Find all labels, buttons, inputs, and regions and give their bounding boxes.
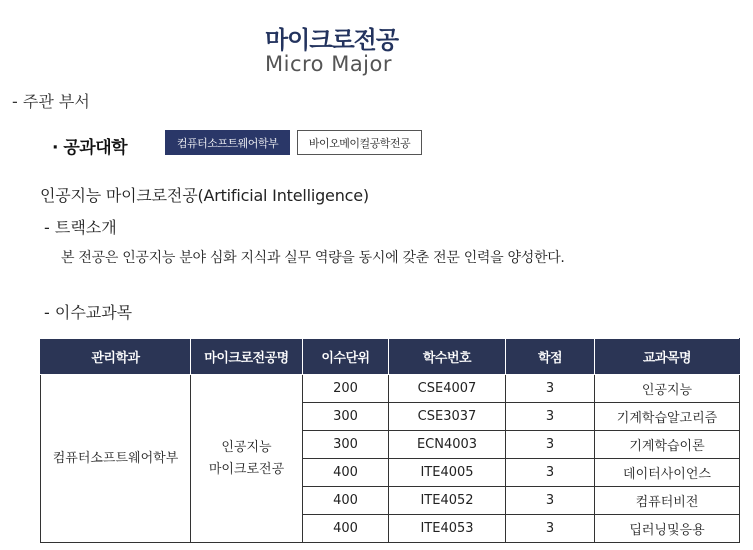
tag-computer-software[interactable]: 컴퓨터소프트웨어학부: [165, 130, 290, 155]
credits-cell: 3: [506, 375, 595, 403]
level-cell: 300: [303, 403, 389, 431]
courses-heading: - 이수교과목: [44, 303, 133, 322]
credits-cell: 3: [506, 403, 595, 431]
micro-major-cell: [191, 375, 303, 543]
column-header: 교과목명: [595, 339, 740, 375]
table-row: [41, 375, 740, 403]
course-name-cell: 기계학습알고리즘: [595, 403, 740, 431]
course-code-cell: ITE4053: [389, 515, 506, 543]
courses-table: [40, 338, 740, 543]
department-heading: - 주관 부서: [12, 92, 90, 111]
column-header: 이수단위: [303, 339, 389, 375]
micro-major-line: 마이크로전공: [208, 461, 285, 477]
level-cell: 300: [303, 431, 389, 459]
micro-major-line: 인공지능: [221, 439, 272, 455]
page-subtitle: Micro Major: [265, 52, 392, 76]
course-code-cell: ITE4005: [389, 459, 506, 487]
level-cell: 400: [303, 515, 389, 543]
column-header: 관리학과: [41, 339, 191, 375]
course-code-cell: CSE4007: [389, 375, 506, 403]
managing-department-cell: 컴퓨터소프트웨어학부: [41, 375, 191, 543]
credits-cell: 3: [506, 487, 595, 515]
credits-cell: 3: [506, 515, 595, 543]
level-cell: 400: [303, 487, 389, 515]
credits-cell: 3: [506, 431, 595, 459]
track-intro-text: 본 전공은 인공지능 분야 심화 지식과 실무 역량을 동시에 갖춘 전문 인력을 양성한다.: [61, 250, 565, 266]
course-name-cell: 딥러닝및응용: [595, 515, 740, 543]
course-name-cell: 컴퓨터비전: [595, 487, 740, 515]
course-name-cell: 기계학습이론: [595, 431, 740, 459]
table-header-row: [41, 339, 740, 375]
credits-cell: 3: [506, 459, 595, 487]
level-cell: 400: [303, 459, 389, 487]
college-label: · 공과대학: [52, 138, 128, 158]
page-title: 마이크로전공: [264, 26, 399, 54]
micro-major-name: 인공지능 마이크로전공(Artificial Intelligence): [40, 186, 369, 205]
course-code-cell: CSE3037: [389, 403, 506, 431]
column-header: 학수번호: [389, 339, 506, 375]
column-header: 마이크로전공명: [191, 339, 303, 375]
course-name-cell: 인공지능: [595, 375, 740, 403]
track-intro-heading: - 트랙소개: [44, 218, 117, 237]
tag-biomedical-engineering[interactable]: 바이오메이컬공학전공: [297, 130, 422, 155]
column-header: 학점: [506, 339, 595, 375]
level-cell: 200: [303, 375, 389, 403]
course-name-cell: 데이터사이언스: [595, 459, 740, 487]
course-code-cell: ECN4003: [389, 431, 506, 459]
course-code-cell: ITE4052: [389, 487, 506, 515]
